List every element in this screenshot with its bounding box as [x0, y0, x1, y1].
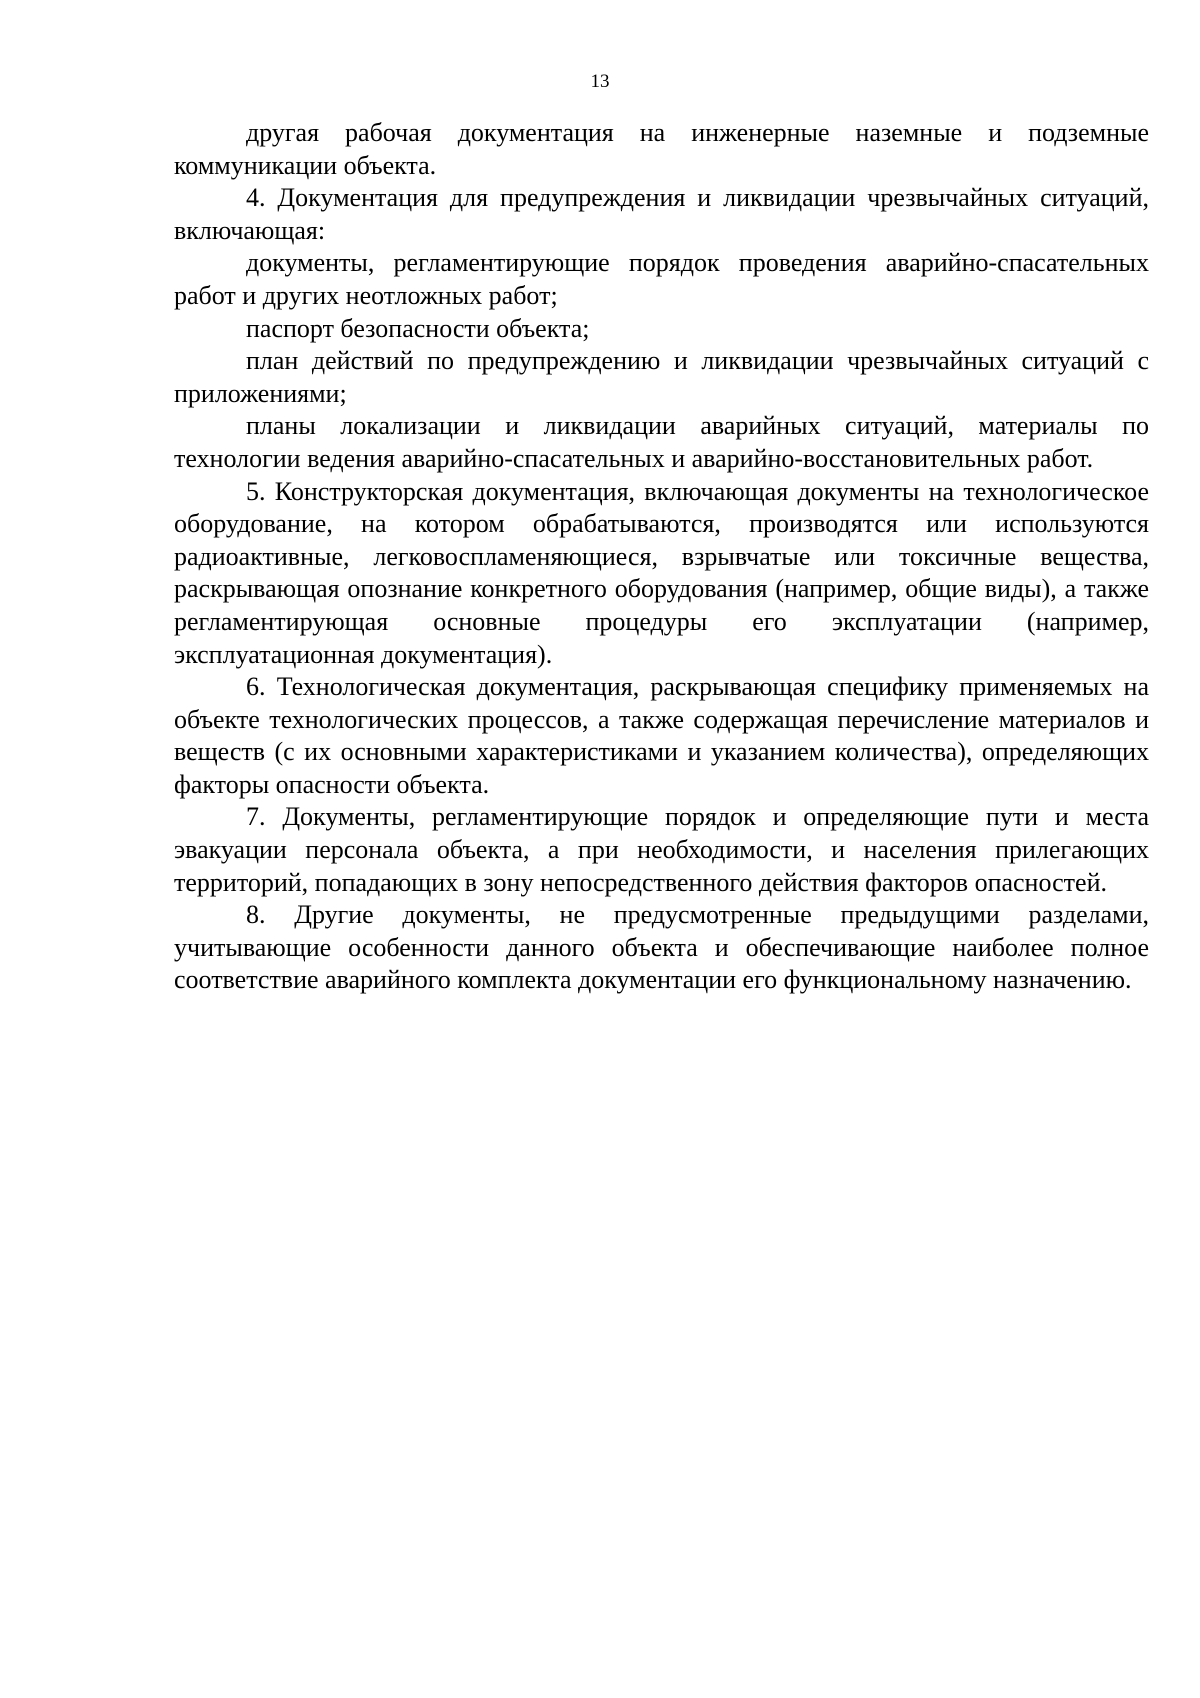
document-body [174, 117, 1149, 997]
paragraph-rescue-docs: документы, регламентирующие порядок проведения аварийно-спасательных работ и других неотложных работ; [174, 248, 1149, 310]
paragraph-item-8: 8. Другие документы, не предусмотренные предыдущими разделами, учитывающие особенности данного объекта и обеспечивающие наиболее полное соответствие аварийного комплекта документации его функциональному назначению. [174, 900, 1149, 995]
paragraph-localization-plans: планы локализации и ликвидации аварийных ситуаций, материалы по технологии ведения аварийно-спасательных и аварийно-восстановительных работ. [174, 411, 1149, 473]
paragraph-item-7: 7. Документы, регламентирующие порядок и определяющие пути и места эвакуации персонала объекта, а при необходимости, и населения прилегающих территорий, попадающих в зону непосредственного действия факторов опасностей. [174, 802, 1149, 897]
paragraph-action-plan: план действий по предупреждению и ликвидации чрезвычайных ситуаций с приложениями; [174, 346, 1149, 408]
paragraph-safety-passport: паспорт безопасности объекта; [246, 313, 590, 343]
paragraph-engineering-docs: другая рабочая документация на инженерные наземные и подземные коммуникации объекта. [174, 118, 1149, 180]
paragraph-item-5: 5. Конструкторская документация, включающая документы на технологическое оборудование, на котором обрабатываются, производятся или используются радиоактивные, легковоспламеняющиеся, взрывчатые или токсичные вещества, раскрывающая опознание конкретного оборудования (например, общие виды), а также регламентирующая основные процедуры его эксплуатации (например, эксплуатационная документация). [174, 476, 1149, 669]
page-number: 13 [590, 71, 610, 92]
paragraph-item-4: 4. Документация для предупреждения и ликвидации чрезвычайных ситуаций, включающая: [174, 183, 1149, 245]
paragraph-item-6: 6. Технологическая документация, раскрывающая специфику применяемых на объекте технологических процессов, а также содержащая перечисление материалов и веществ (с их основными характеристиками и указанием количества), определяющих факторы опасности объекта. [174, 672, 1149, 799]
